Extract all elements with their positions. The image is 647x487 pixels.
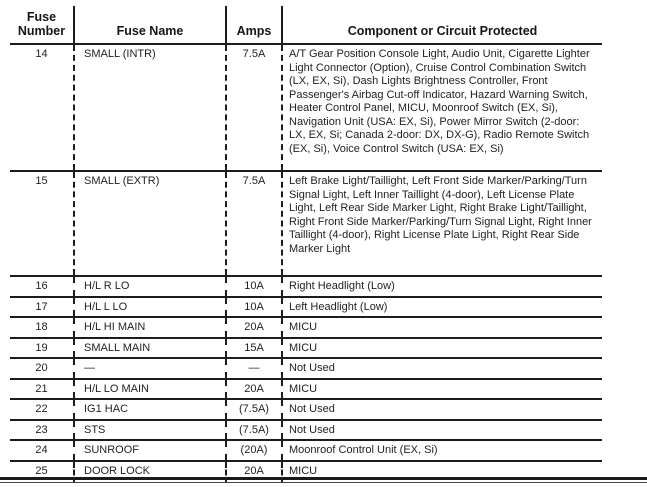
col-header-fuse-name: Fuse Name (74, 6, 226, 44)
fuse-number-cell: 21 (10, 379, 74, 400)
fuse-table (10, 6, 602, 483)
fuse-name-cell: H/L HI MAIN (74, 317, 226, 338)
amps-cell: 20A (226, 379, 282, 400)
amps-cell: 15A (226, 338, 282, 359)
fuse-number-cell: 15 (10, 171, 74, 276)
fuse-name-cell: — (74, 358, 226, 379)
component-cell: Right Headlight (Low) (282, 276, 602, 297)
page-bottom-edge-thin-rule (0, 482, 647, 484)
table-row (10, 399, 602, 420)
amps-cell: 7.5A (226, 44, 282, 171)
component-cell: Not Used (282, 420, 602, 441)
table-row (10, 44, 602, 171)
col-header-fuse-number: Fuse Number (10, 6, 74, 44)
amps-cell: (7.5A) (226, 420, 282, 441)
component-cell: MICU (282, 461, 602, 483)
fuse-name-cell: IG1 HAC (74, 399, 226, 420)
table-row (10, 358, 602, 379)
fuse-name-cell: DOOR LOCK (74, 461, 226, 483)
table-row (10, 317, 602, 338)
component-cell: MICU (282, 338, 602, 359)
table-row (10, 171, 602, 276)
header-row (10, 6, 602, 44)
fuse-name-cell: H/L R LO (74, 276, 226, 297)
fuse-name-cell: H/L L LO (74, 297, 226, 318)
fuse-name-cell: STS (74, 420, 226, 441)
fuse-number-cell: 17 (10, 297, 74, 318)
col-header-component: Component or Circuit Protected (282, 6, 602, 44)
component-cell: MICU (282, 379, 602, 400)
fuse-number-cell: 16 (10, 276, 74, 297)
component-cell: Left Brake Light/Taillight, Left Front Side Marker/Parking/Turn Signal Light, Left Inner Taillight (4-door), Left License Plate Light, Left Rear Side Marker Light, Right Brake Light/Taillight, Right Front Side Marker/Parking/Turn Signal Light, Right Inner Taillight (4-door), Right License Plate Light, Right Rear Side Marker Light (282, 171, 602, 276)
fuse-table-header (10, 6, 602, 44)
amps-cell: 10A (226, 297, 282, 318)
fuse-number-cell: 14 (10, 44, 74, 171)
amps-cell: 7.5A (226, 171, 282, 276)
amps-cell: (7.5A) (226, 399, 282, 420)
table-row (10, 338, 602, 359)
table-row (10, 440, 602, 461)
page-bottom-edge (0, 477, 647, 483)
table-row (10, 420, 602, 441)
table-row (10, 297, 602, 318)
fuse-number-cell: 23 (10, 420, 74, 441)
fuse-number-cell: 20 (10, 358, 74, 379)
amps-cell: 10A (226, 276, 282, 297)
table-row (10, 276, 602, 297)
fuse-table-body (10, 44, 602, 483)
fuse-name-cell: SMALL MAIN (74, 338, 226, 359)
amps-cell: — (226, 358, 282, 379)
amps-cell: 20A (226, 461, 282, 483)
component-cell: Not Used (282, 399, 602, 420)
component-cell: Left Headlight (Low) (282, 297, 602, 318)
fuse-name-cell: SMALL (EXTR) (74, 171, 226, 276)
fuse-number-cell: 25 (10, 461, 74, 483)
fuse-number-cell: 19 (10, 338, 74, 359)
page-bottom-edge-thick-rule (0, 477, 647, 480)
amps-cell: (20A) (226, 440, 282, 461)
component-cell: Not Used (282, 358, 602, 379)
fuse-number-cell: 18 (10, 317, 74, 338)
amps-cell: 20A (226, 317, 282, 338)
component-cell: Moonroof Control Unit (EX, Si) (282, 440, 602, 461)
component-cell: MICU (282, 317, 602, 338)
component-cell: A/T Gear Position Console Light, Audio Unit, Cigarette Lighter Light Connector (Option), Cruise Control Combination Switch (LX, EX, Si), Dash Lights Brightness Controller, Front Passenger's Airbag Cut-off Indicator, Hazard Warning Switch, Heater Control Panel, MICU, Moonroof Switch (EX, Si), Navigation Unit (USA: EX, Si), Power Mirror Switch (2-door: LX, EX, Si; Canada 2-door: DX, DX-G), Radio Remote Switch (EX, Si), Voice Control Switch (USA: EX, Si) (282, 44, 602, 171)
fuse-name-cell: SUNROOF (74, 440, 226, 461)
table-row (10, 379, 602, 400)
fuse-number-cell: 24 (10, 440, 74, 461)
fuse-number-cell: 22 (10, 399, 74, 420)
fuse-name-cell: SMALL (INTR) (74, 44, 226, 171)
fuse-name-cell: H/L LO MAIN (74, 379, 226, 400)
col-header-amps: Amps (226, 6, 282, 44)
